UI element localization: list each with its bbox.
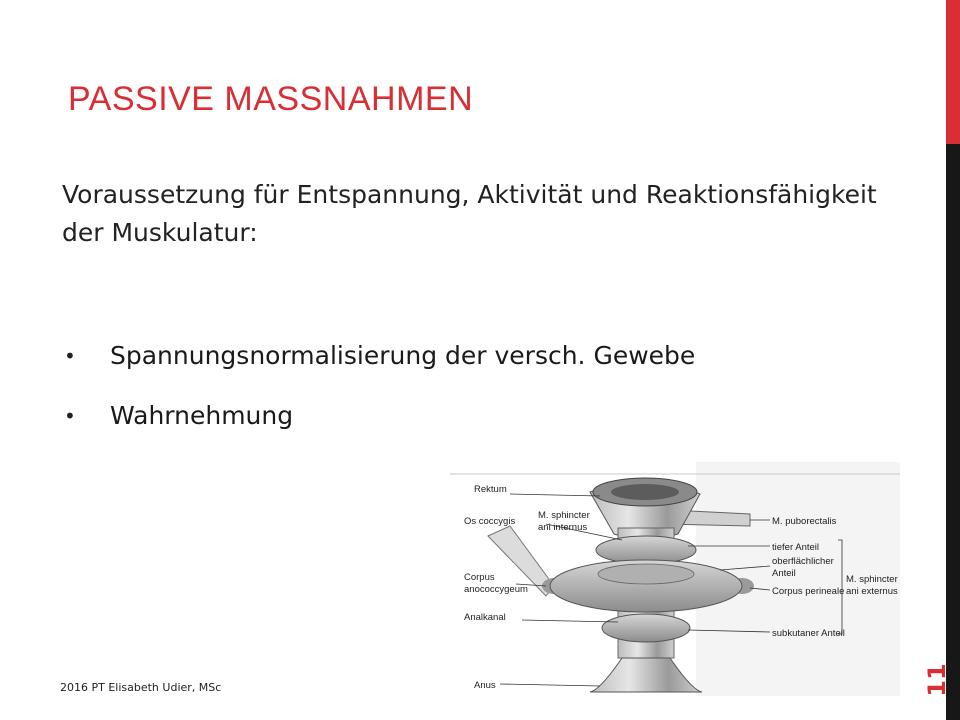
inner-band (598, 564, 694, 584)
bullet-marker: • (64, 404, 76, 428)
slide-title: PASSIVE MASSNAHMEN (68, 80, 474, 118)
label-rektum: Rektum (474, 484, 507, 495)
label-tiefer-anteil: tiefer Anteil (772, 542, 819, 553)
anus-shape (590, 658, 702, 692)
label-sphincter-internus-1: M. sphincter (538, 510, 590, 521)
intro-text: Voraussetzung für Entspannung, Aktivität und Reaktionsfähigkeit der Muskulatur: (62, 180, 877, 247)
label-sphincter-externus-1: M. sphincter (846, 574, 898, 585)
page-number: 11 (923, 663, 951, 697)
bullet-text: Spannungsnormalisierung der versch. Gewebe (110, 341, 696, 370)
label-corpus-anococcygeum-2: anococcygeum (464, 584, 528, 595)
sidebar-accent-bar (946, 0, 960, 144)
label-os-coccygis: Os coccygis (464, 516, 516, 527)
label-puborectalis: M. puborectalis (772, 516, 837, 527)
footer-credit: 2016 PT Elisabeth Udier, MSc (60, 681, 222, 694)
label-analkanal: Analkanal (464, 612, 506, 623)
label-oberflaechlicher-1: oberflächlicher (772, 556, 834, 567)
bullet-item (62, 340, 695, 372)
label-corpus-anococcygeum-1: Corpus (464, 572, 495, 583)
bullet-item (62, 400, 695, 432)
rektum-lumen (611, 484, 679, 500)
label-anus: Anus (474, 680, 496, 691)
sidebar-dark-bar (946, 144, 960, 720)
label-sphincter-externus-2: ani externus (846, 586, 898, 597)
subkutaner-anteil-ring (602, 614, 690, 642)
bullet-text: Wahrnehmung (110, 401, 294, 430)
label-oberflaechlicher-2: Anteil (772, 568, 796, 579)
anatomy-figure (450, 462, 902, 696)
label-corpus-perineale: Corpus perineale (772, 586, 845, 597)
label-subkutaner-anteil: subkutaner Anteil (772, 628, 845, 639)
bullet-marker: • (64, 344, 76, 368)
bullet-list (62, 340, 695, 460)
anatomy-illustration (450, 462, 902, 696)
label-sphincter-internus-2: ani internus (538, 522, 588, 533)
